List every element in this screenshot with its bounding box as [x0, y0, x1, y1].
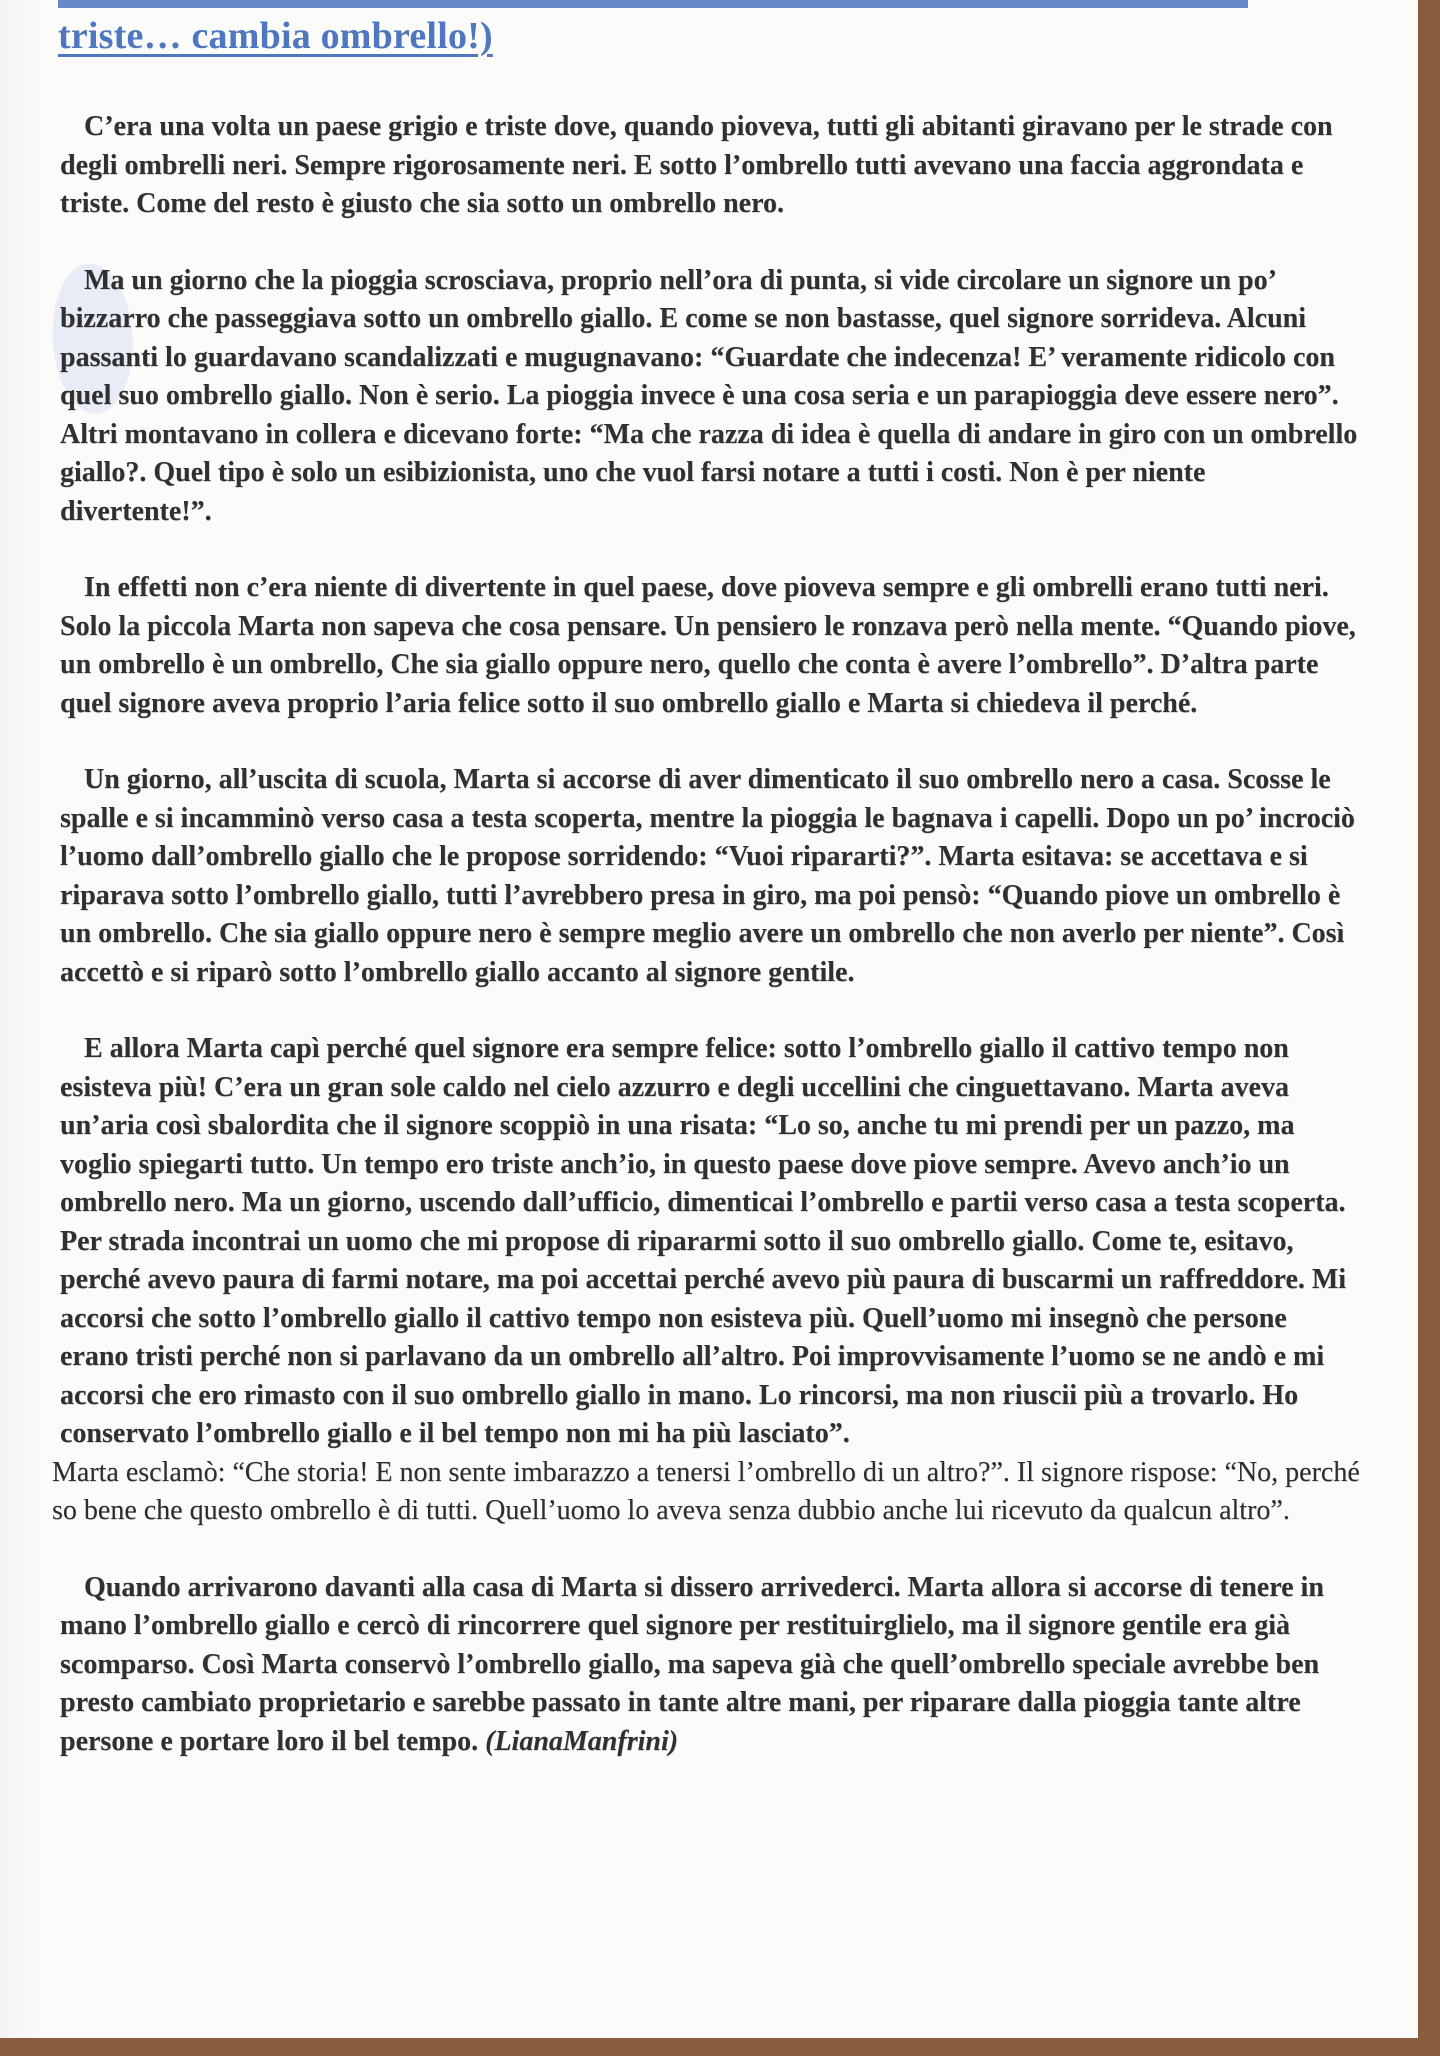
cut-title-line	[58, 0, 1248, 8]
paragraph-6: Marta esclamò: “Che storia! E non sente imbarazzo a tenersi l’ombrello di un altro?”. Il signore rispose: “No, perché so bene che questo ombrello è di tutti. Quell’uomo lo aveva senza dubbio anche lui ricevuto da qualcun altro”.	[52, 1456, 1360, 1526]
story-body	[52, 108, 1360, 1761]
page-title: triste… cambia ombrello!)	[58, 15, 493, 57]
paragraph-3: In effetti non c’era niente di divertente in quel paese, dove pioveva sempre e gli ombrelli erano tutti neri. Solo la piccola Marta non sapeva che cosa pensare. Un pensiero le ronzava però nella mente. “Quando piove, un ombrello è un ombrello, Che sia giallo oppure nero, quello che conta è avere l’ombrello”. D’altra parte quel signore aveva proprio l’aria felice sotto il suo ombrello giallo e Marta si chiedeva il perché.	[60, 572, 1356, 719]
paragraph-7-text: Quando arrivarono davanti alla casa di Marta si dissero arrivederci. Marta allora si accorse di tenere in mano l’ombrello giallo e cercò di rincorrere quel signore per restituirglielo, ma il signore gentile era già scomparso. Così Marta conservò l’ombrello giallo, ma sapeva già che quell’ombrello speciale avrebbe ben presto cambiato proprietario e sarebbe passato in tante altre mani, per riparare dalla pioggia tante altre persone e portare loro il bel tempo.	[60, 1571, 1324, 1757]
scan-shadow	[0, 0, 40, 2056]
paragraph-5: E allora Marta capì perché quel signore era sempre felice: sotto l’ombrello giallo il cattivo tempo non esisteva più! C’era un gran sole caldo nel cielo azzurro e degli uccellini che cinguettavano. Marta aveva un’aria così sbalordita che il signore scoppiò in una risata: “Lo so, anche tu mi prendi per un pazzo, ma voglio spiegarti tutto. Un tempo ero triste anch’io, in questo paese dove piove sempre. Avevo anch’io un ombrello nero. Ma un giorno, uscendo dall’ufficio, dimenticai l’ombrello e partii verso casa a testa scoperta. Per strada incontrai un uomo che mi propose di ripararmi sotto il suo ombrello giallo. Come te, esitavo, perché avevo paura di farmi notare, ma poi accettai perché avevo più paura di buscarmi un raffreddore. Mi accorsi che sotto l’ombrello giallo il cattivo tempo non esisteva più. Quell’uomo mi insegnò che persone erano tristi perché non si parlavano da un ombrello all’altro. Poi improvvisamente l’uomo se ne andò e mi accorsi che ero rimasto con il suo ombrello giallo in mano. Lo rincorsi, ma non riuscii più a trovarlo. Ho conservato l’ombrello giallo e il bel tempo non mi ha più lasciato”.	[60, 1033, 1347, 1449]
author-signature: (LianaManfrini)	[485, 1725, 679, 1757]
paragraph-7	[60, 1569, 1360, 1762]
paragraph-1: C’era una volta un paese grigio e triste dove, quando pioveva, tutti gli abitanti giravano per le strade con degli ombrelli neri. Sempre rigorosamente neri. E sotto l’ombrello tutti avevano una faccia aggrondata e triste. Come del resto è giusto che sia sotto un ombrello nero.	[60, 111, 1333, 219]
paragraph-4: Un giorno, all’uscita di scuola, Marta si accorse di aver dimenticato il suo ombrello nero a casa. Scosse le spalle e si incamminò verso casa a testa scoperta, mentre la pioggia le bagnava i capelli. Dopo un po’ incrociò l’uomo dall’ombrello giallo che le propose sorridendo: “Vuoi ripararti?”. Marta esitava: se accettava e si riparava sotto l’ombrello giallo, tutti l’avrebbero presa in giro, ma poi pensò: “Quando piove un ombrello è un ombrello. Che sia giallo oppure nero è sempre meglio avere un ombrello che non averlo per niente”. Così accettò e si riparò sotto l’ombrello giallo accanto al signore gentile.	[60, 764, 1355, 988]
paragraph-2: Ma un giorno che la pioggia scrosciava, proprio nell’ora di punta, si vide circolare un signore un po’ bizzarro che passeggiava sotto un ombrello giallo. E come se non bastasse, quel signore sorrideva. Alcuni passanti lo guardavano scandalizzati e mugugnavano: “Guardate che indecenza! E’ veramente ridicolo con quel suo ombrello giallo. Non è serio. La pioggia invece è una cosa seria e un parapioggia deve essere nero”. Altri montavano in collera e dicevano forte: “Ma che razza di idea è quella di andare in giro con un ombrello giallo?. Quel tipo è solo un esibizionista, uno che vuol farsi notare a tutti i costi. Non è per niente divertente!”.	[60, 264, 1358, 527]
